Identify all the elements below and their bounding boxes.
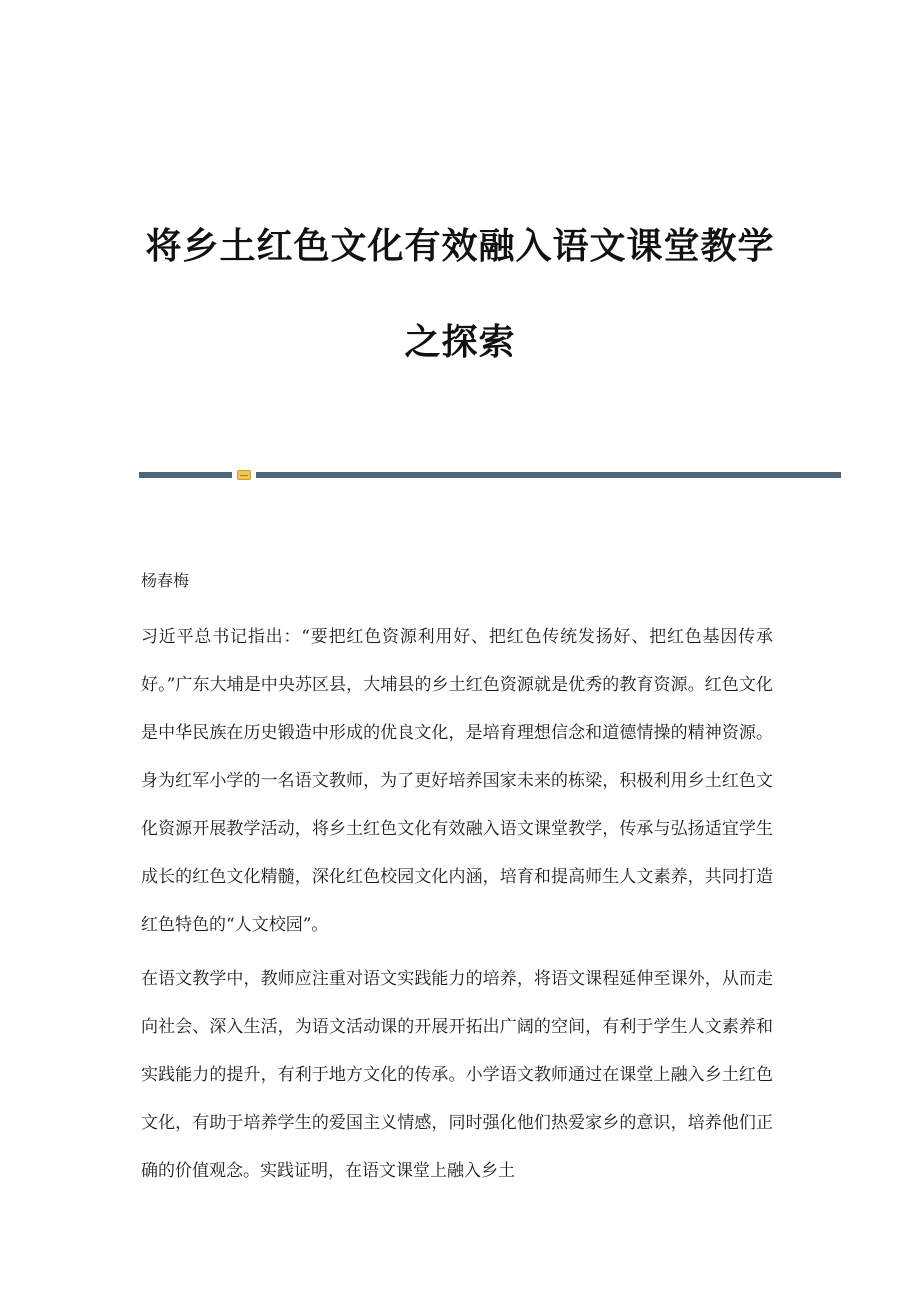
divider-bar-left (139, 472, 232, 478)
divider-ornament-icon (237, 470, 251, 480)
divider-bar-right (256, 472, 841, 478)
body-paragraph-1: 习近平总书记指出：“要把红色资源利用好、把红色传统发扬好、把红色基因传承好。”广东大埔是中央苏区县，大埔县的乡土红色资源就是优秀的教育资源。红色文化是中华民族在历史锻造中形成的优良文化，是培育理想信念和道德情操的精神资源。身为红军小学的一名语文教师，为了更好培养国家未来的栋梁，积极利用乡土红色文化资源开展教学活动，将乡土红色文化有效融入语文课堂教学，传承与弘扬适宜学生成长的红色文化精髓，深化红色校园文化内涵，培育和提高师生人文素养，共同打造红色特色的“人文校园”。 (141, 627, 773, 935)
page-title-line-2: 之探索 (404, 322, 516, 363)
page-title-line-1: 将乡土红色文化有效融入语文课堂教学 (145, 226, 775, 267)
title-divider (139, 470, 841, 480)
body-paragraph-2: 在语文教学中，教师应注重对语文实践能力的培养，将语文课程延伸至课外，从而走向社会、深入生活，为语文活动课的开展开拓出广阔的空间，有利于学生人文素养和实践能力的提升，有利于地方文化的传承。小学语文教师通过在课堂上融入乡土红色文化，有助于培养学生的爱国主义情感，同时强化他们热爱家乡的意识，培养他们正确的价值观念。实践证明，在语文课堂上融入乡土 (141, 969, 773, 1181)
author-name: 杨春梅 (141, 571, 190, 590)
